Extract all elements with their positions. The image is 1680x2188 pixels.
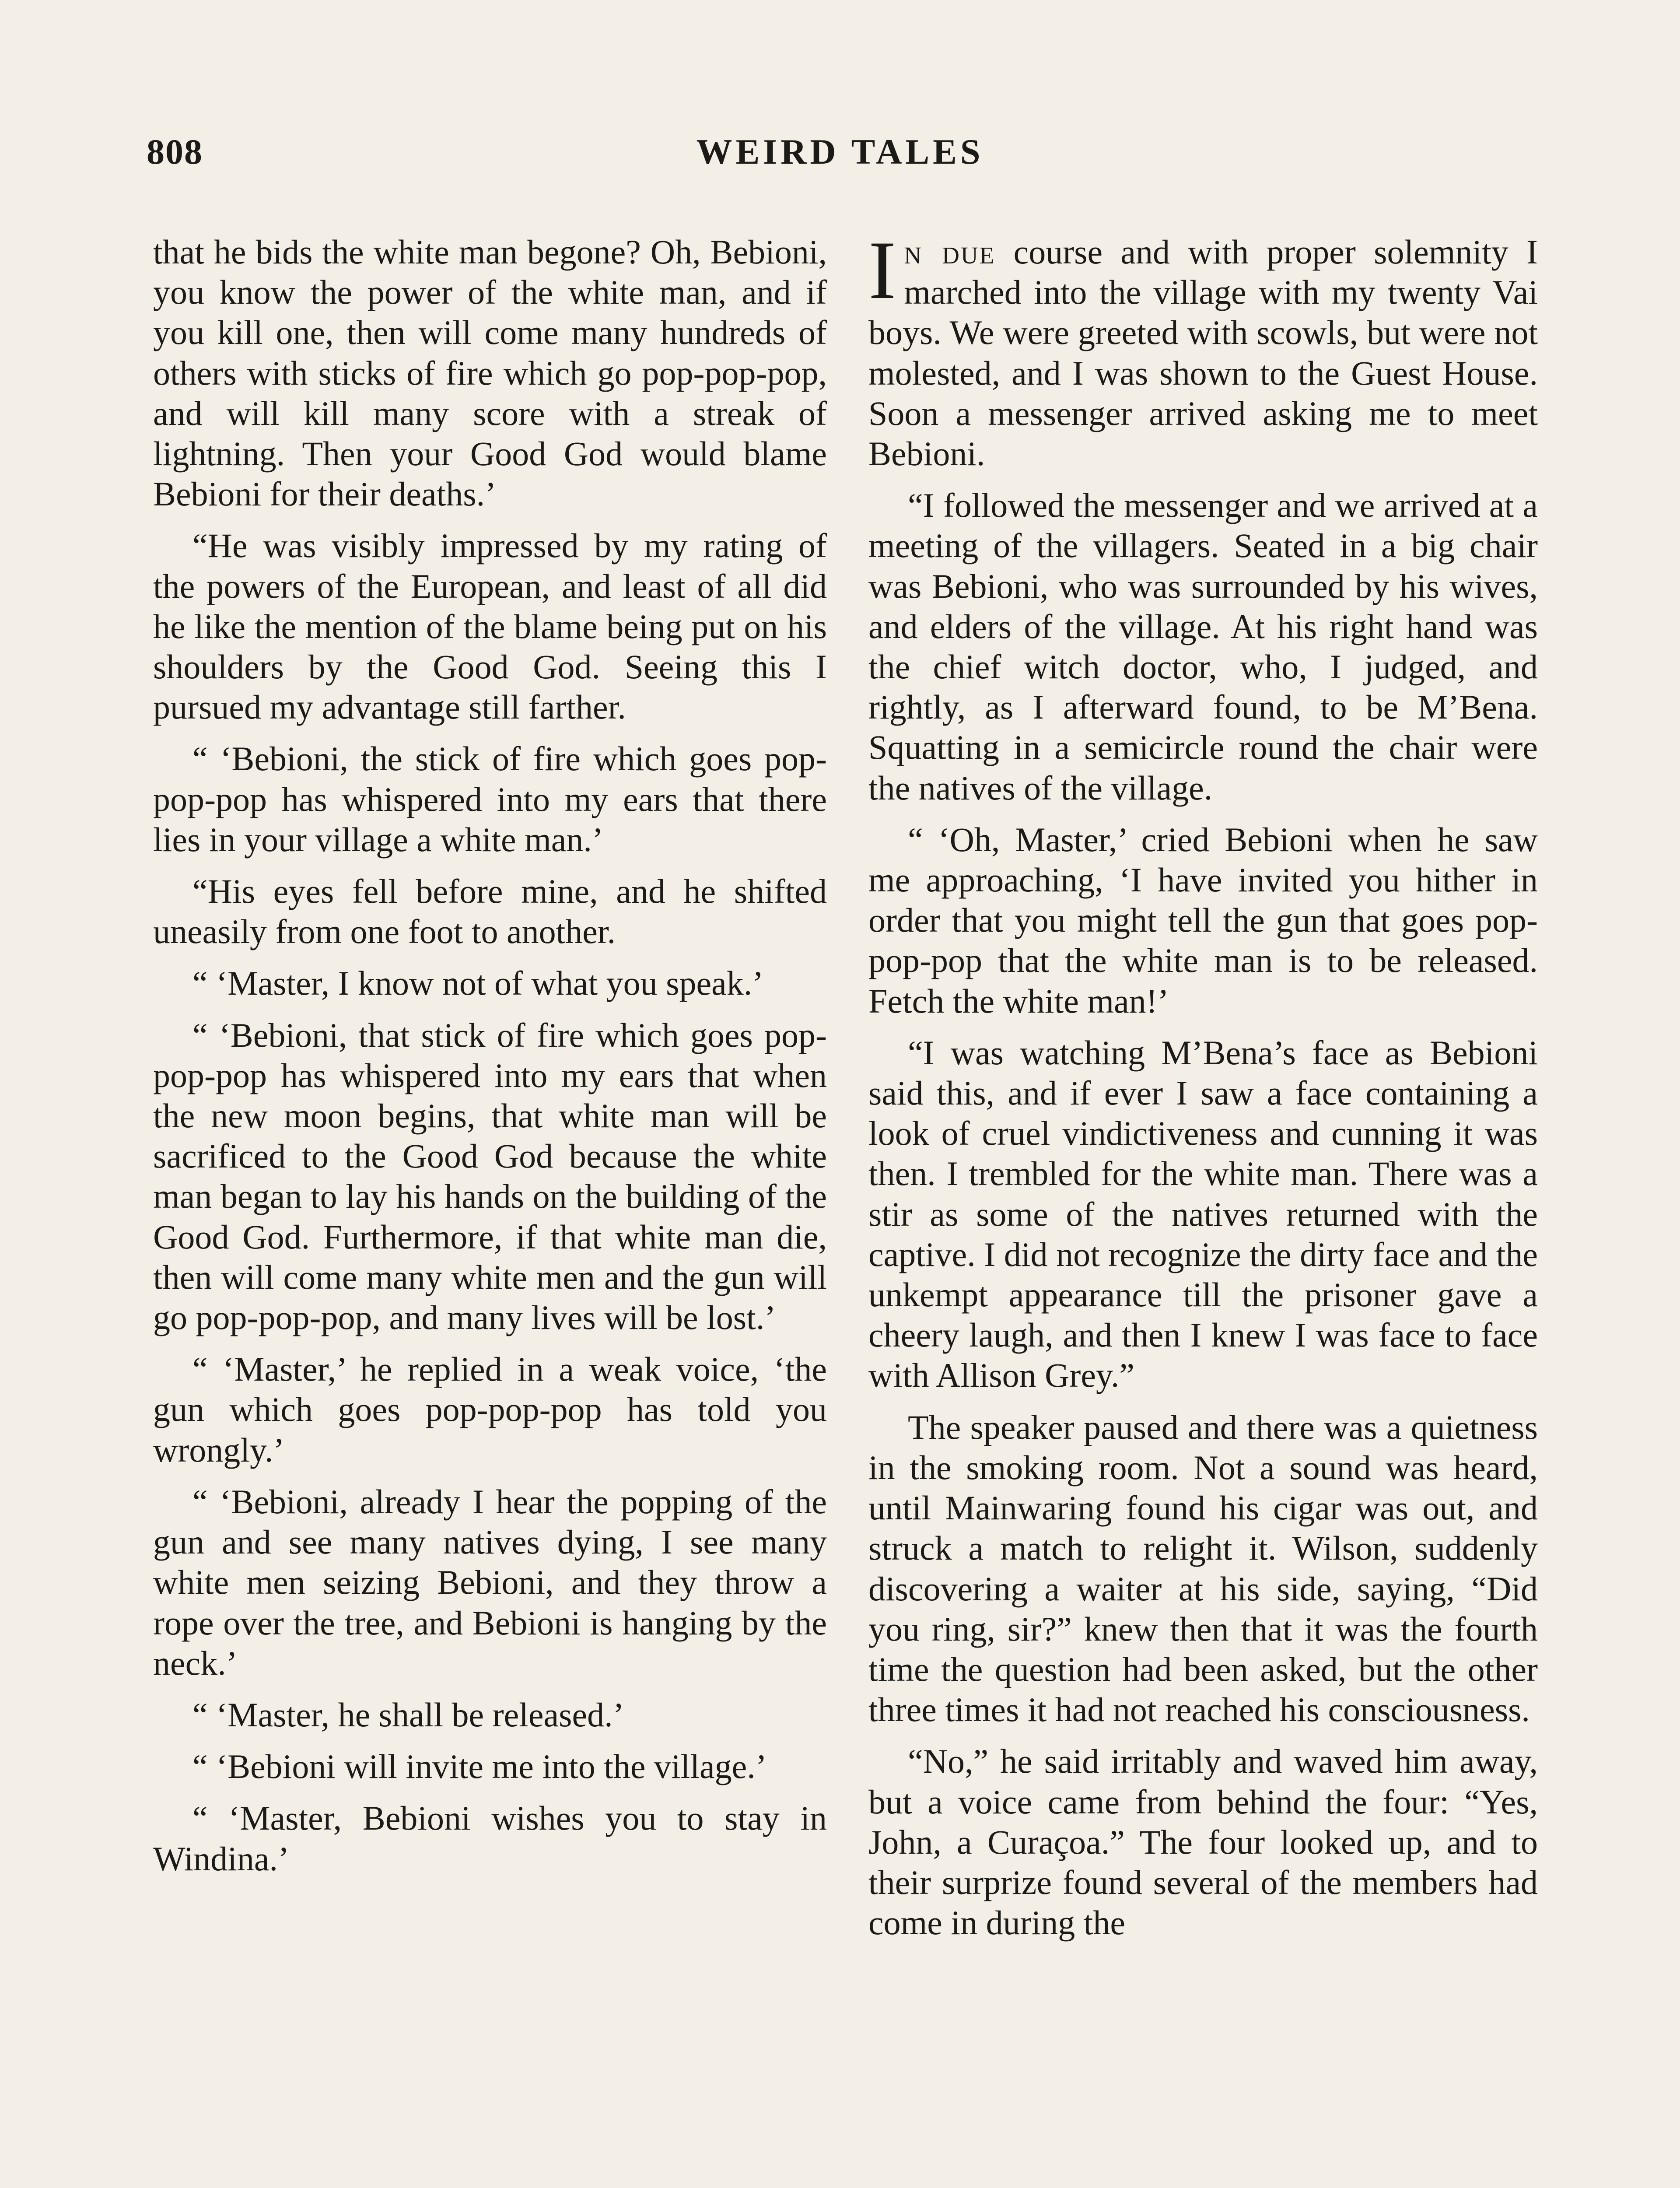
paragraph: “ ‘Master, he shall be released.’ — [192, 1695, 624, 1734]
page-number: 808 — [147, 132, 203, 172]
paragraph: “ ‘Bebioni will invite me into the village.’ — [192, 1747, 767, 1786]
drop-cap: I — [868, 224, 896, 316]
running-title: WEIRD TALES — [696, 132, 984, 172]
paragraph: “ ‘Bebioni, that stick of fire which goes pop-pop-pop has whispered into my ears that when the new moon begins, that white man will be sacrificed to the Good God because the white man began to lay his hands on the building of the Good God. Furthermore, if that white man die, then will come many white men and the gun will go pop-pop-pop, and many lives will be lost.’ — [153, 1016, 827, 1337]
left-column — [153, 232, 827, 1879]
paragraph: “ ‘Master, Bebioni wishes you to stay in Windina.’ — [153, 1799, 827, 1878]
paragraph: “ ‘Master, I know not of what you speak.’ — [192, 964, 764, 1003]
opening-smallcaps: n due — [904, 233, 996, 271]
opening-text: course and with proper solemnity I marched into the village with my twenty Vai boys. We were greeted with scowls, but were not molested, and I was shown to the Guest House. Soon a messenger arrived asking me to meet Bebioni. — [868, 233, 1538, 473]
paragraph: “ ‘Bebioni, already I hear the popping of the gun and see many natives dying, I see many white men seizing Bebioni, and they throw a rope over the tree, and Bebioni is hanging by the neck.’ — [153, 1482, 827, 1682]
paragraph: “I was watching M’Bena’s face as Bebioni said this, and if ever I saw a face containing a look of cruel vindictiveness and cunning it was then. I trembled for the white man. There was a stir as some of the natives returned with the captive. I did not recognize the dirty face and the unkempt appearance till the prisoner gave a cheery laugh, and then I knew I was face to face with Allison Grey.” — [868, 1033, 1538, 1395]
paragraph: The speaker paused and there was a quietness in the smoking room. Not a sound was heard, until Mainwaring found his cigar was out, and struck a match to relight it. Wilson, suddenly discovering a waiter at his side, saying, “Did you ring, sir?” knew then that it was the fourth time the question had been asked, but the other three times it had not reached his consciousness. — [868, 1408, 1538, 1729]
paragraph: “He was visibly impressed by my rating of the powers of the European, and least of all did he like the mention of the blame being put on his shoulders by the Good God. Seeing this I pursued my advantage still farther. — [153, 526, 827, 726]
paragraph: “His eyes fell before mine, and he shifted uneasily from one foot to another. — [153, 872, 827, 951]
paragraph: “ ‘Bebioni, the stick of fire which goes pop-pop-pop has whispered into my ears that there lies in your village a white man.’ — [153, 740, 827, 859]
right-column — [868, 224, 1538, 1943]
opening-paragraph — [868, 224, 1538, 474]
paragraph: that he bids the white man begone? Oh, Bebioni, you know the power of the white man, and if you kill one, then will come many hundreds of others with sticks of fire which go pop-pop-pop, and will kill many score with a streak of lightning. Then your Good God would blame Bebioni for their deaths.’ — [153, 233, 827, 513]
paragraph: “I followed the messenger and we arrived at a meeting of the villagers. Seated in a big chair was Bebioni, who was surrounded by his wives, and elders of the village. At his right hand was the chief witch doctor, who, I judged, and rightly, as I afterward found, to be M’Bena. Squatting in a semicircle round the chair were the natives of the village. — [868, 486, 1538, 807]
paragraph: “ ‘Master,’ he replied in a weak voice, ‘the gun which goes pop-pop-pop has told you wrongly.’ — [153, 1350, 827, 1469]
paragraph: “No,” he said irritably and waved him away, but a voice came from behind the four: “Yes, John, a Curaçoa.” The four looked up, and to their surprize found several of the members had come in during the — [868, 1742, 1538, 1942]
paragraph: “ ‘Oh, Master,’ cried Bebioni when he saw me approaching, ‘I have invited you hither in order that you might tell the gun that goes pop-pop-pop that the white man is to be released. Fetch the white man!’ — [868, 820, 1538, 1020]
page-header — [0, 131, 1680, 188]
